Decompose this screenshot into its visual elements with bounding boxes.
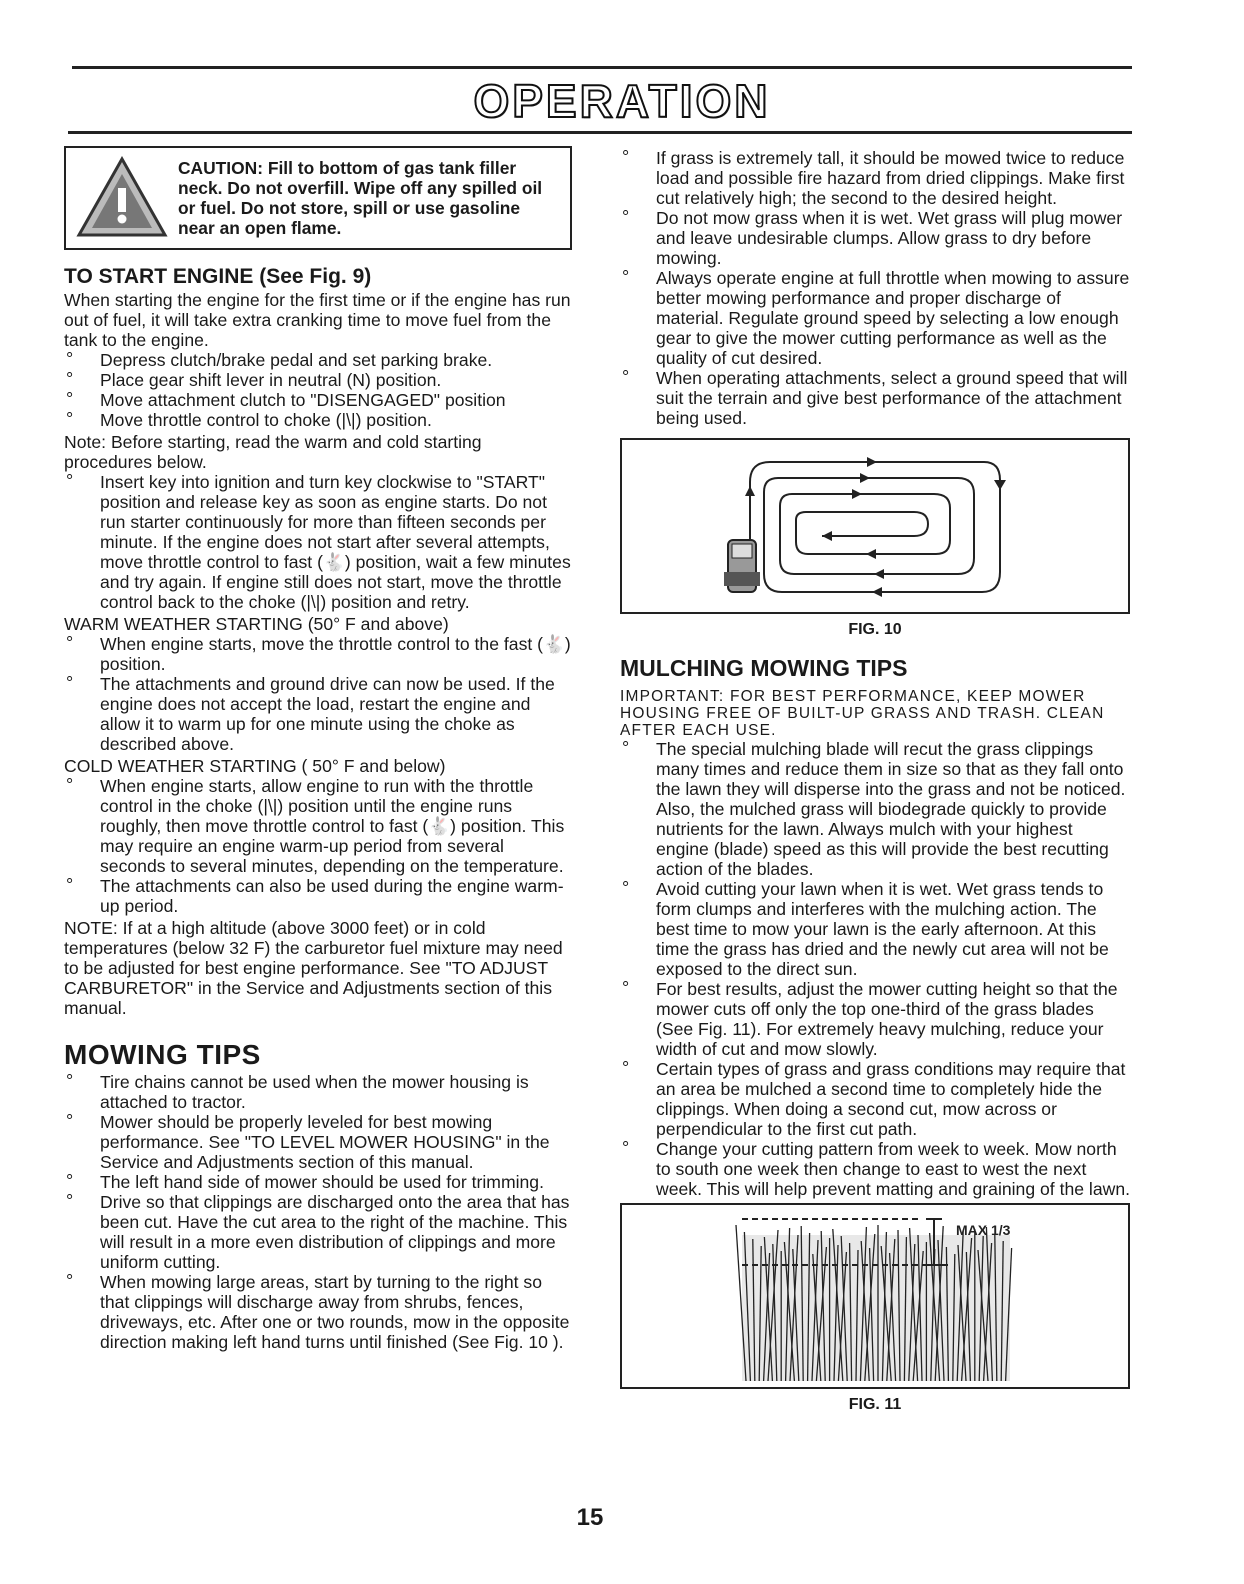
title-rule — [68, 131, 1132, 134]
mulching-tips-list — [620, 739, 1130, 1199]
list-item: ° If grass is extremely tall, it should be mowed twice to reduce load and possible fire hazard from dried clippings. Make first cut relatively high; the second to the desired height. — [620, 148, 1130, 208]
caution-text: CAUTION: Fill to bottom of gas tank filler neck. Do not overfill. Wipe off any spilled oil or fuel. Do not store, spill or use gasoline near an open flame. — [178, 158, 543, 238]
list-item: ° Always operate engine at full throttle when mowing to assure better mowing performance and proper discharge of material. Regulate ground speed by selecting a low enough gear to give the mower cutting performance as well as the quality of cut desired. — [620, 268, 1130, 368]
start-engine-heading: TO START ENGINE (See Fig. 9) — [64, 265, 372, 288]
list-item: ° Insert key into ignition and turn key clockwise to "START" position and release key as soon as engine starts. Do not run starter continuously for more than fifteen seconds per minute. If the engine does not start after several attempts, move throttle control to fast (🐇) position, wait a few minutes and try again. If engine still does not start, move the throttle control back to the choke (|\|) position and retry. — [64, 472, 572, 612]
list-item: ° Do not mow grass when it is wet. Wet grass will plug mower and leave undesirable clumps. Allow grass to dry before mowing. — [620, 208, 1130, 268]
mowing-tips-list-continued — [620, 148, 1130, 428]
mulching-important: IMPORTANT: FOR BEST PERFORMANCE, KEEP MOWER HOUSING FREE OF BUILT-UP GRASS AND TRASH. CLEAN AFTER EACH USE. — [620, 688, 1105, 739]
list-item: ° Drive so that clippings are discharged onto the area that has been cut. Have the cut area to the right of the machine. This will result in a more even distribution of clippings and more uniform cutting. — [64, 1192, 572, 1272]
start-note: Note: Before starting, read the warm and cold starting procedures below. — [64, 432, 482, 472]
fig10-diagram — [620, 438, 1130, 614]
list-item: ° Tire chains cannot be used when the mower housing is attached to tractor. — [64, 1072, 572, 1112]
max-label: MAX 1/3 — [956, 1222, 1011, 1238]
start-steps — [64, 350, 572, 430]
list-item: ° Place gear shift lever in neutral (N) position. — [64, 370, 572, 390]
mowing-pattern-illustration — [622, 440, 1128, 612]
list-item: ° When engine starts, allow engine to run with the throttle control in the choke (|\|) position until the engine runs roughly, then move throttle control to fast (🐇) position. This may require an engine warm-up period from several seconds to several minutes, depending on the temperature. — [64, 776, 572, 876]
list-item: ° The special mulching blade will recut the grass clippings many times and reduce them in size so that as they fall onto the lawn they will disperse into the grass and not be noticed. Also, the mulched grass will biodegrade quickly to provide nutrients for the lawn. Always mulch with your highest engine (blade) speed as this will provide the best recutting action of the blades. — [620, 739, 1130, 879]
altitude-note: NOTE: If at a high altitude (above 3000 feet) or in cold temperatures (below 32 F) the carburetor fuel mixture may need to be adjusted for best engine performance. See "TO ADJUST CARBURETOR" in the Service and Adjustments section of this manual. — [64, 918, 563, 1018]
list-item: ° Depress clutch/brake pedal and set parking brake. — [64, 350, 572, 370]
list-item: ° Move attachment clutch to "DISENGAGED" position — [64, 390, 572, 410]
page-number: 15 — [576, 1504, 604, 1531]
left-column — [64, 146, 572, 1352]
cold-heading: COLD WEATHER STARTING ( 50° F and below) — [64, 756, 446, 776]
list-item: ° For best results, adjust the mower cutting height so that the mower cuts off only the top one-third of the grass blades (See Fig. 11). For extremely heavy mulching, reduce your width of cut and mow slowly. — [620, 979, 1130, 1059]
ignition-list — [64, 472, 572, 612]
list-item: ° When engine starts, move the throttle control to the fast (🐇) position. — [64, 634, 572, 674]
top-rule — [72, 66, 1132, 69]
warm-heading: WARM WEATHER STARTING (50° F and above) — [64, 614, 449, 634]
page-title: OPERATION — [473, 75, 771, 127]
list-item: ° Certain types of grass and grass conditions may require that an area be mulched a second time to completely hide the clippings. When doing a second cut, mow across or perpendicular to the first cut path. — [620, 1059, 1130, 1139]
mowing-tips-heading: MOWING TIPS — [64, 1039, 261, 1070]
list-item: ° When mowing large areas, start by turning to the right so that clippings will discharge away from shrubs, fences, driveways, etc. After one or two rounds, mow in the opposite direction making left hand turns until finished (See Fig. 10 ). — [64, 1272, 572, 1352]
start-intro: When starting the engine for the first time or if the engine has run out of fuel, it will take extra cranking time to move fuel from the tank to the engine. — [64, 290, 571, 350]
fig11-caption: FIG. 11 — [848, 1396, 902, 1413]
right-column — [620, 148, 1130, 1415]
list-item: ° Mower should be properly leveled for best mowing performance. See "TO LEVEL MOWER HOUSING" in the Service and Adjustments section of this manual. — [64, 1112, 572, 1172]
list-item: ° When operating attachments, select a ground speed that will suit the terrain and give best performance of the attachment being used. — [620, 368, 1130, 428]
list-item: ° Change your cutting pattern from week to week. Mow north to south one week then change to east to west the next week. This will help prevent matting and graining of the lawn. — [620, 1139, 1130, 1199]
list-item: ° The left hand side of mower should be used for trimming. — [64, 1172, 572, 1192]
mowing-tips-list — [64, 1072, 572, 1352]
mulching-tips-heading: MULCHING MOWING TIPS — [620, 655, 908, 681]
fig10-caption: FIG. 10 — [848, 621, 902, 638]
warning-icon — [76, 156, 168, 238]
caution-box — [64, 146, 572, 250]
list-item: ° The attachments and ground drive can now be used. If the engine does not accept the load, restart the engine and allow it to warm up for one minute using the choke as described above. — [64, 674, 572, 754]
grass-height-illustration — [622, 1205, 1128, 1387]
list-item: ° Avoid cutting your lawn when it is wet. Wet grass tends to form clumps and interferes with the mulching action. The best time to mow your lawn is the early afternoon. At this time the grass has dried and the newly cut area will not be exposed to the direct sun. — [620, 879, 1130, 979]
warm-list — [64, 634, 572, 754]
list-item: ° The attachments can also be used during the engine warm-up period. — [64, 876, 572, 916]
fig11-diagram — [620, 1203, 1130, 1389]
cold-list — [64, 776, 572, 916]
list-item: ° Move throttle control to choke (|\|) position. — [64, 410, 572, 430]
tractor-icon — [724, 540, 760, 592]
